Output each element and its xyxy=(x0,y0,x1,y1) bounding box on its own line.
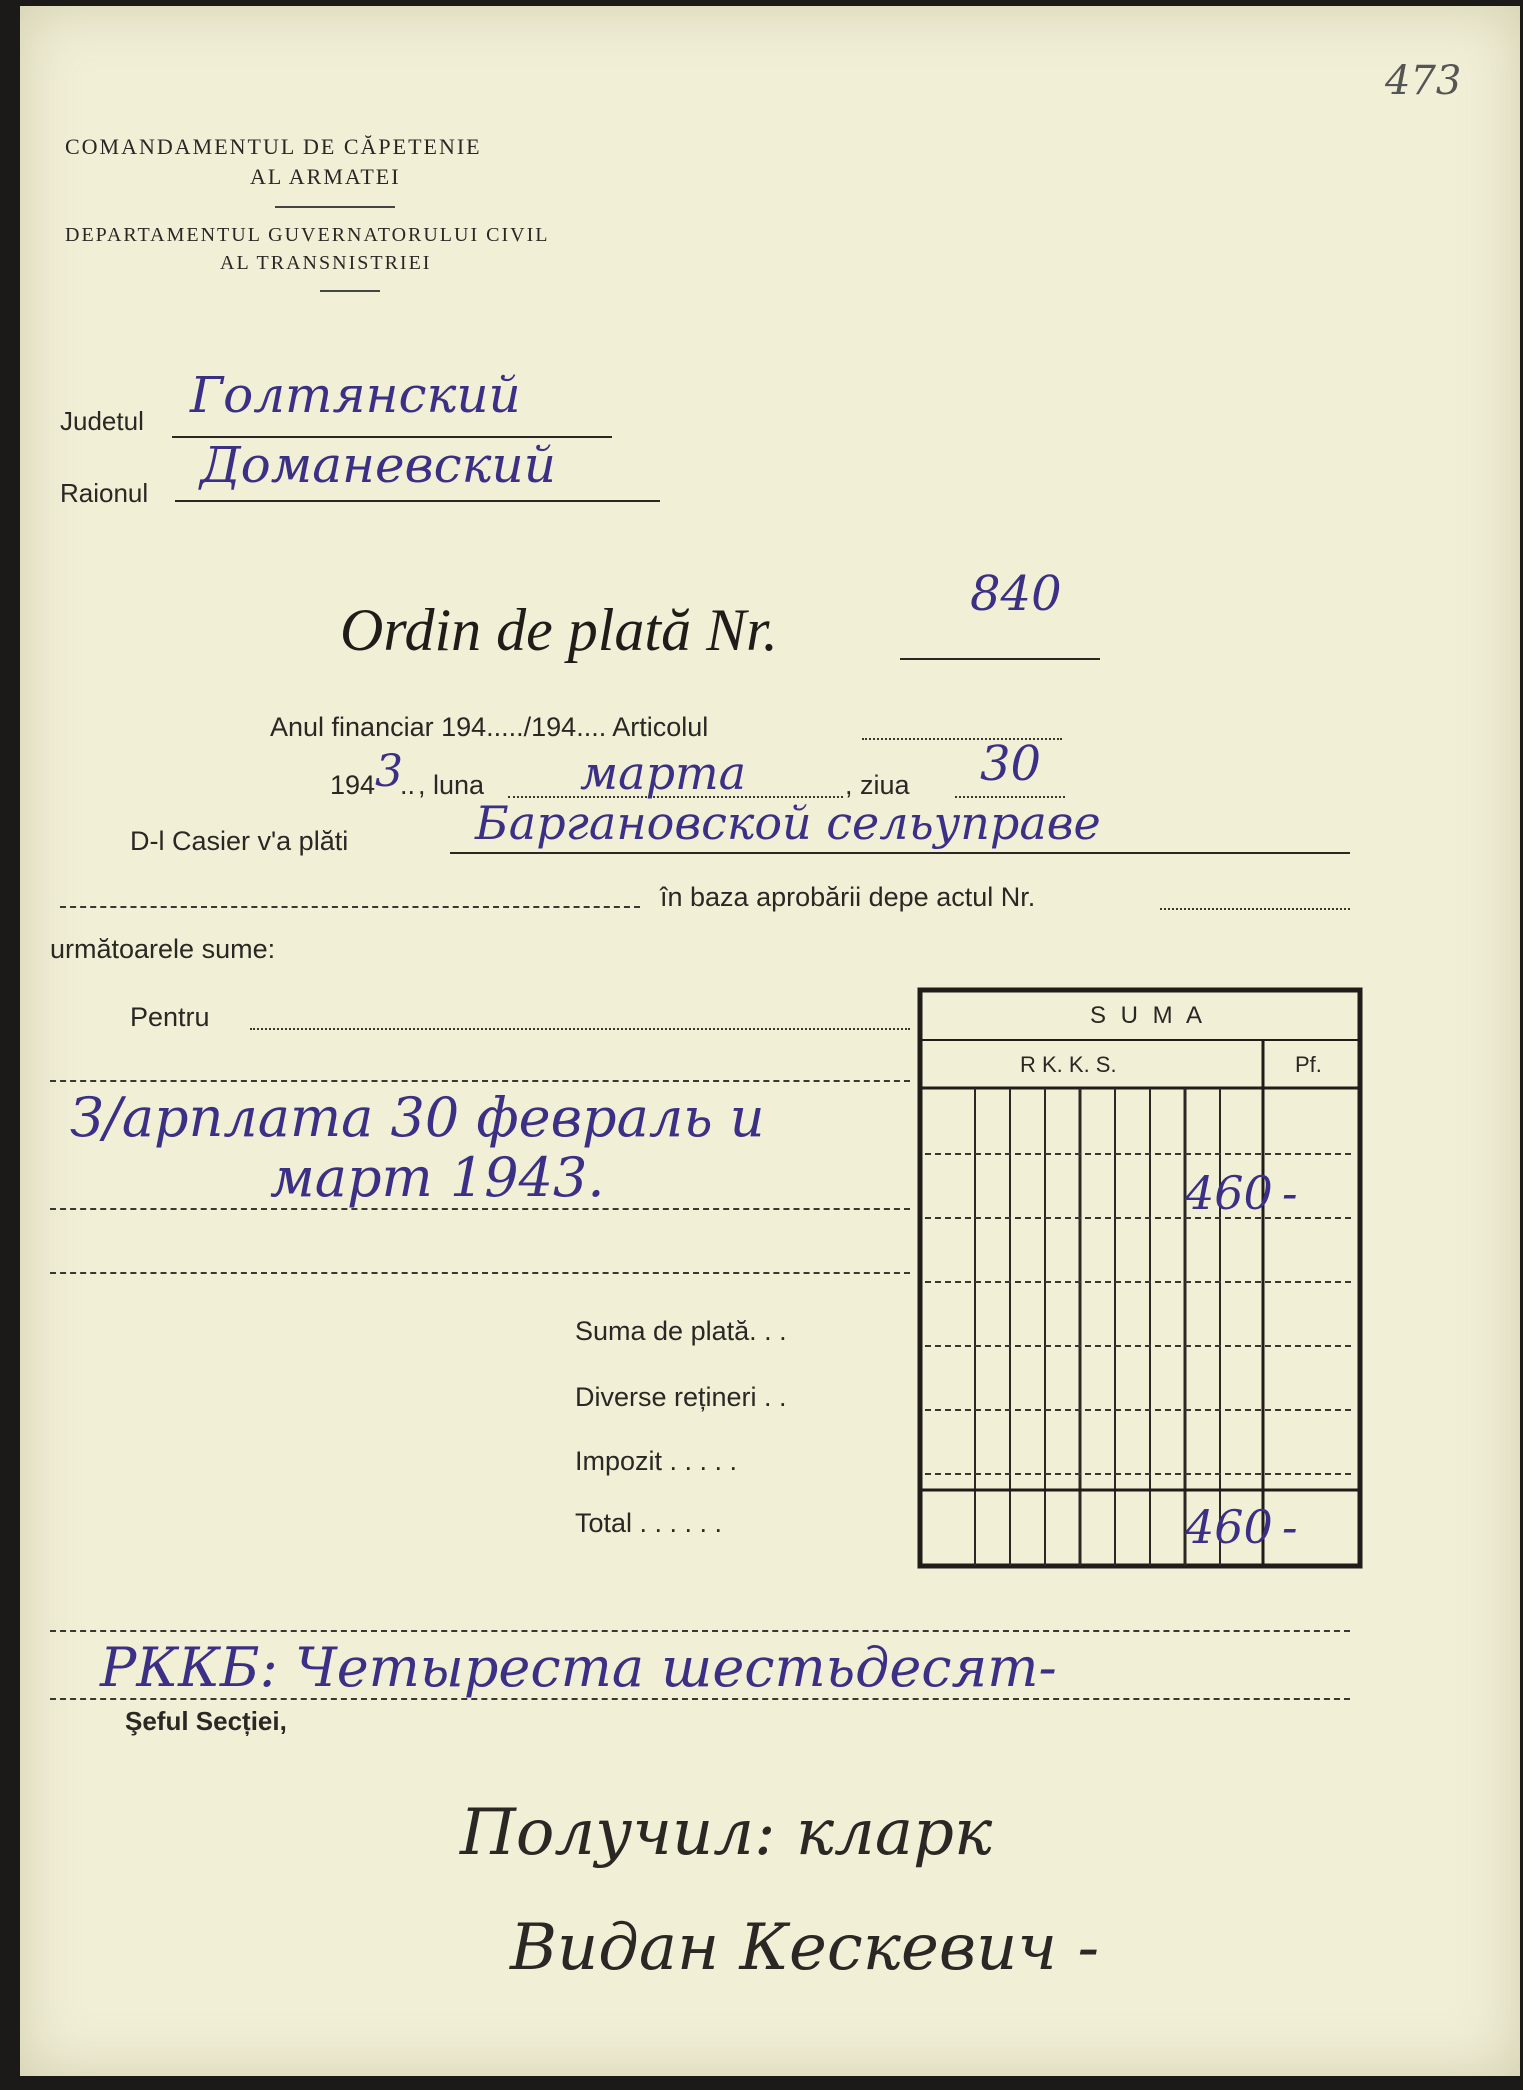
amount-words-bottom-line xyxy=(50,1698,1350,1700)
suma-entry-pf: - xyxy=(1282,1166,1298,1220)
suma-col-rkks: R K. K. S. xyxy=(1020,1052,1117,1077)
year-suffix: 3 xyxy=(375,746,403,797)
judetul-value: Голтянский xyxy=(190,366,521,424)
judetul-label: Judetul xyxy=(60,406,144,436)
document-title: Ordin de plată Nr. xyxy=(340,597,778,663)
header-line2: AL ARMATEI xyxy=(250,164,401,189)
amount-words-top-line xyxy=(50,1630,1350,1632)
suma-header: S U M A xyxy=(1090,1002,1207,1029)
luna-value: марта xyxy=(580,746,747,800)
casier-label: D-l Casier v'a plăti xyxy=(130,826,349,856)
header-line1: COMANDAMENTUL DE CĂPETENIE xyxy=(65,134,482,159)
ziua-value: 30 xyxy=(980,736,1042,792)
page-number: 473 xyxy=(1385,58,1462,104)
year-prefix: 194 xyxy=(330,770,376,800)
pentru-text-line1: З/арплата 30 февраль и xyxy=(70,1086,765,1149)
signature-name: Видан Кескевич - xyxy=(510,1911,1100,1985)
suma-entry-value: 460 xyxy=(1185,1166,1273,1220)
luna-label: , luna xyxy=(418,770,485,800)
baza-label: în baza aprobării depe actul Nr. xyxy=(660,882,1036,912)
suma-col-pf: Pf. xyxy=(1295,1052,1322,1077)
raionul-label: Raionul xyxy=(60,478,149,508)
urmatoarele-label: următoarele sume: xyxy=(50,934,276,964)
signature-received: Получил: кларк xyxy=(460,1796,993,1870)
suma-de-plata-label: Suma de plată. . . xyxy=(575,1316,787,1346)
impozit-label: Impozit . . . . . xyxy=(575,1446,738,1476)
ziua-label: , ziua xyxy=(845,770,910,800)
suma-table-grid xyxy=(20,6,1523,2090)
pentru-text-line2: март 1943. xyxy=(270,1146,605,1209)
order-number: 840 xyxy=(970,566,1062,622)
pentru-label: Pentru xyxy=(130,1002,210,1032)
total-label: Total . . . . . . xyxy=(575,1508,723,1538)
suma-total-value: 460 xyxy=(1185,1500,1273,1554)
casier-value: Баргановской сельуправе xyxy=(475,796,1101,850)
diverse-retineri-label: Diverse rețineri . . xyxy=(575,1382,787,1412)
year-dots: .. xyxy=(400,770,416,800)
raionul-value: Доманевский xyxy=(200,436,556,494)
payment-order-document xyxy=(20,6,1520,2076)
seful-sectiei-label: Şeful Secției, xyxy=(125,1706,287,1736)
header-line3: DEPARTAMENTUL GUVERNATORULUI CIVIL xyxy=(65,224,550,246)
header-line4: AL TRANSNISTRIEI xyxy=(220,252,432,274)
financial-year-label: Anul financiar 194...../194.... Articolul xyxy=(270,712,709,742)
suma-total-pf: - xyxy=(1282,1500,1298,1554)
amount-in-words: РККБ: Четыреста шестьдесят- xyxy=(100,1636,1057,1699)
